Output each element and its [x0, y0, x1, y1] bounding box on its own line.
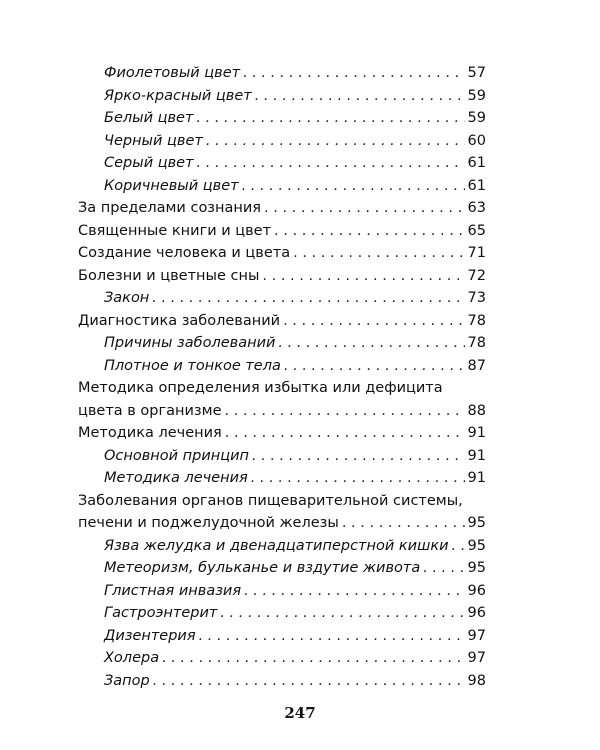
toc-entry[interactable] [78, 242, 486, 265]
toc-entry-title: Холера [104, 650, 160, 666]
toc-entry-title: Священные книги и цвет [78, 222, 272, 239]
table-of-contents [78, 62, 486, 692]
toc-entry-title: Метеоризм, бульканье и вздутие живота [104, 560, 421, 576]
toc-entry-page: 61 [467, 177, 486, 194]
toc-subentry[interactable] [78, 535, 486, 558]
toc-entry[interactable] [78, 310, 486, 333]
toc-entry-page: 98 [467, 672, 486, 689]
toc-entry[interactable] [78, 400, 486, 423]
dot-leader [251, 467, 465, 490]
toc-subentry[interactable] [78, 130, 486, 153]
toc-entry-page: 96 [467, 582, 486, 599]
toc-entry-page: 60 [467, 132, 486, 149]
toc-subentry[interactable] [78, 467, 486, 490]
toc-subentry[interactable] [78, 445, 486, 468]
dot-leader [153, 670, 465, 693]
toc-entry-title: Дизентерия [104, 627, 196, 644]
toc-subentry[interactable] [78, 62, 486, 85]
toc-entry-title: Диагностика заболеваний [78, 312, 281, 329]
toc-entry-page: 71 [467, 245, 486, 261]
dot-leader [243, 62, 464, 85]
toc-entry-page: 87 [467, 357, 486, 374]
toc-subentry[interactable] [78, 557, 486, 580]
toc-subentry[interactable] [78, 602, 486, 625]
toc-subentry[interactable] [78, 107, 486, 130]
toc-entry-title: Коричневый цвет [104, 177, 239, 194]
dot-leader [284, 355, 465, 378]
toc-subentry[interactable] [78, 152, 486, 175]
page-number: 247 [284, 704, 316, 722]
toc-entry-page: 78 [467, 335, 486, 351]
dot-leader [283, 310, 464, 333]
dot-leader [452, 535, 465, 558]
toc-entry-page: 88 [467, 402, 486, 419]
dot-leader [162, 647, 464, 670]
toc-entry-title: Гастроэнтерит [104, 605, 218, 621]
toc-subentry[interactable] [78, 175, 486, 198]
toc-entry-page: 72 [467, 267, 486, 284]
toc-entry-title: Запор [104, 672, 150, 689]
toc-subentry[interactable] [78, 355, 486, 378]
toc-entry-title: Болезни и цветные сны [78, 267, 260, 284]
toc-subentry[interactable] [78, 625, 486, 648]
toc-entry[interactable] [78, 220, 486, 243]
toc-entry-title-line [78, 490, 486, 513]
toc-entry[interactable] [78, 197, 486, 220]
dot-leader [342, 512, 465, 535]
dot-leader [262, 265, 464, 288]
toc-entry-page: 97 [467, 650, 486, 666]
toc-entry-title: Методика лечения [78, 425, 222, 441]
toc-entry-title: Закон [104, 290, 150, 306]
dot-leader [252, 445, 465, 468]
toc-entry-title: За пределами сознания [78, 200, 262, 216]
toc-subentry[interactable] [78, 647, 486, 670]
dot-leader [255, 85, 465, 108]
dot-leader [152, 287, 464, 310]
toc-entry-title: цвета в организме [78, 402, 222, 419]
dot-leader [196, 107, 464, 130]
dot-leader [278, 332, 464, 355]
dot-leader [244, 580, 464, 603]
toc-entry-page: 78 [467, 312, 486, 329]
toc-subentry[interactable] [78, 332, 486, 355]
dot-leader [242, 175, 465, 198]
toc-entry-page: 96 [467, 605, 486, 621]
toc-entry-page: 57 [467, 65, 486, 81]
dot-leader [199, 625, 465, 648]
dot-leader [197, 152, 465, 175]
toc-entry-title: Причины заболеваний [104, 335, 276, 351]
toc-entry-page: 91 [467, 470, 486, 486]
toc-entry-title-line [78, 377, 486, 400]
dot-leader [225, 422, 465, 445]
toc-entry-title: Серый цвет [104, 155, 194, 171]
toc-entry-page: 61 [467, 155, 486, 171]
toc-entry-title: Язва желудка и двенадцатиперстной кишки [104, 537, 449, 554]
toc-entry-title: Плотное и тонкое тела [104, 357, 281, 374]
dot-leader [225, 400, 465, 423]
toc-subentry[interactable] [78, 670, 486, 693]
toc-entry-title: Ярко-красный цвет [104, 87, 252, 104]
toc-entry-page: 91 [467, 447, 486, 464]
toc-entry-page: 95 [467, 515, 486, 531]
toc-subentry[interactable] [78, 85, 486, 108]
toc-entry-title: Методика определения избытка или дефицита [78, 380, 443, 396]
toc-entry-page: 59 [467, 87, 486, 104]
toc-subentry[interactable] [78, 287, 486, 310]
dot-leader [220, 602, 464, 625]
toc-entry-title: Создание человека и цвета [78, 245, 291, 261]
dot-leader [293, 242, 464, 265]
toc-entry-title: Заболевания органов пищеварительной системы, [78, 492, 463, 509]
toc-entry-page: 73 [467, 290, 486, 306]
toc-entry-page: 91 [467, 425, 486, 441]
dot-leader [206, 130, 465, 153]
toc-entry-page: 95 [467, 560, 486, 576]
toc-entry-page: 65 [467, 222, 486, 239]
toc-entry-title: Черный цвет [104, 132, 203, 149]
dot-leader [274, 220, 465, 243]
toc-subentry[interactable] [78, 580, 486, 603]
toc-entry[interactable] [78, 422, 486, 445]
toc-entry-page: 59 [467, 110, 486, 126]
toc-entry-title: печени и поджелудочной железы [78, 515, 339, 531]
toc-entry-title: Белый цвет [104, 110, 194, 126]
toc-entry-title: Основной принцип [104, 447, 250, 464]
toc-entry-page: 95 [467, 537, 486, 554]
toc-entry-title: Фиолетовый цвет [104, 65, 241, 81]
dot-leader [423, 557, 464, 580]
toc-entry-page: 63 [467, 200, 486, 216]
toc-entry[interactable] [78, 512, 486, 535]
toc-entry-title: Глистная инвазия [104, 582, 242, 599]
dot-leader [264, 197, 465, 220]
toc-entry[interactable] [78, 265, 486, 288]
toc-entry-title: Методика лечения [104, 470, 248, 486]
toc-entry-page: 97 [467, 627, 486, 644]
